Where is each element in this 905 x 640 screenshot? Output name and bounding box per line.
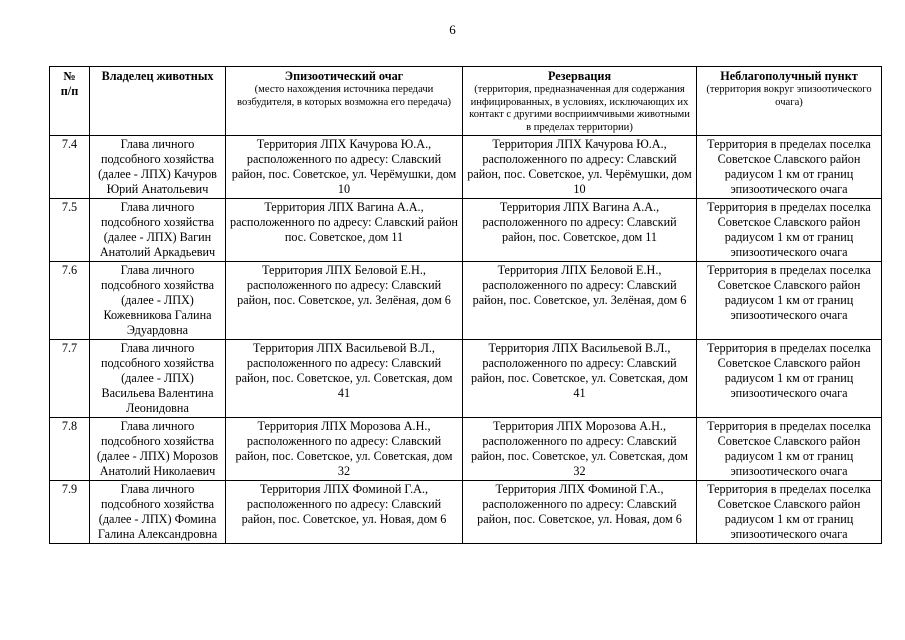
- reservation-cell: Территория ЛПХ Фоминой Г.А., расположенного по адресу: Славский район, пос. Советское, ул. Новая, дом 6: [463, 481, 697, 544]
- row-number: 7.9: [50, 481, 90, 544]
- row-number: 7.4: [50, 136, 90, 199]
- table-row: [50, 418, 882, 481]
- focus-cell: Территория ЛПХ Вагина А.А., расположенного по адресу: Славский район пос. Советское, дом 11: [226, 199, 463, 262]
- owner-cell: Глава личного подсобного хозяйства (далее - ЛПХ) Фомина Галина Александровна: [90, 481, 226, 544]
- reservation-cell: Территория ЛПХ Качурова Ю.А., расположенного по адресу: Славский район, пос. Советское, ул. Черёмушки, дом 10: [463, 136, 697, 199]
- owner-cell: Глава личного подсобного хозяйства (далее - ЛПХ) Качуров Юрий Анатольевич: [90, 136, 226, 199]
- header-num: № п/п: [50, 67, 90, 136]
- row-number: 7.7: [50, 340, 90, 418]
- focus-cell: Территория ЛПХ Беловой Е.Н., расположенного по адресу: Славский район, пос. Советское, ул. Зелёная, дом 6: [226, 262, 463, 340]
- table-row: [50, 262, 882, 340]
- page-number: 6: [449, 22, 456, 37]
- reservation-cell: Территория ЛПХ Морозова А.Н., расположенного по адресу: Славский район, пос. Советское, ул. Советская, дом 32: [463, 418, 697, 481]
- focus-cell: Территория ЛПХ Фоминой Г.А., расположенного по адресу: Славский район, пос. Советское, ул. Новая, дом 6: [226, 481, 463, 544]
- owner-cell: Глава личного подсобного хозяйства (далее - ЛПХ) Васильева Валентина Леонидовна: [90, 340, 226, 418]
- focus-cell: Территория ЛПХ Морозова А.Н., расположенного по адресу: Славский район, пос. Советское, ул. Советская, дом 32: [226, 418, 463, 481]
- unsafe-point-cell: Территория в пределах поселка Советское Славского район радиусом 1 км от границ эпизоотического очага: [697, 481, 882, 544]
- table-row: [50, 481, 882, 544]
- header-unsafe-point: Неблагополучный пункт (территория вокруг эпизоотического очага): [697, 67, 882, 136]
- unsafe-point-cell: Территория в пределах поселка Советское Славского район радиусом 1 км от границ эпизоотического очага: [697, 199, 882, 262]
- owner-cell: Глава личного подсобного хозяйства (далее - ЛПХ) Вагин Анатолий Аркадьевич: [90, 199, 226, 262]
- table-header-row: [50, 67, 882, 136]
- table-row: [50, 136, 882, 199]
- reservation-cell: Территория ЛПХ Беловой Е.Н., расположенного по адресу: Славский район, пос. Советское, ул. Зелёная, дом 6: [463, 262, 697, 340]
- table-row: [50, 199, 882, 262]
- owner-cell: Глава личного подсобного хозяйства (далее - ЛПХ) Кожевникова Галина Эдуардовна: [90, 262, 226, 340]
- reservation-cell: Территория ЛПХ Васильевой В.Л., расположенного по адресу: Славский район, пос. Советское, ул. Советская, дом 41: [463, 340, 697, 418]
- row-number: 7.6: [50, 262, 90, 340]
- header-owner: Владелец животных: [90, 67, 226, 136]
- owner-cell: Глава личного подсобного хозяйства (далее - ЛПХ) Морозов Анатолий Николаевич: [90, 418, 226, 481]
- unsafe-point-cell: Территория в пределах поселка Советское Славского район радиусом 1 км от границ эпизоотического очага: [697, 340, 882, 418]
- row-number: 7.5: [50, 199, 90, 262]
- focus-cell: Территория ЛПХ Васильевой В.Л., расположенного по адресу: Славский район, пос. Советское, ул. Советская, дом 41: [226, 340, 463, 418]
- header-reservation: Резервация (территория, предназначенная для содержания инфицированных, в условиях, исключающих их контакт с другими восприимчивыми животными в пределах территории): [463, 67, 697, 136]
- table-row: [50, 340, 882, 418]
- epizootic-table: [49, 66, 882, 544]
- unsafe-point-cell: Территория в пределах поселка Советское Славского район радиусом 1 км от границ эпизоотического очага: [697, 262, 882, 340]
- unsafe-point-cell: Территория в пределах поселка Советское Славского район радиусом 1 км от границ эпизоотического очага: [697, 136, 882, 199]
- header-focus: Эпизоотический очаг (место нахождения источника передачи возбудителя, в которых возможна его передача): [226, 67, 463, 136]
- reservation-cell: Территория ЛПХ Вагина А.А., расположенного по адресу: Славский район, пос. Советское, дом 11: [463, 199, 697, 262]
- row-number: 7.8: [50, 418, 90, 481]
- unsafe-point-cell: Территория в пределах поселка Советское Славского район радиусом 1 км от границ эпизоотического очага: [697, 418, 882, 481]
- focus-cell: Территория ЛПХ Качурова Ю.А., расположенного по адресу: Славский район, пос. Советское, ул. Черёмушки, дом 10: [226, 136, 463, 199]
